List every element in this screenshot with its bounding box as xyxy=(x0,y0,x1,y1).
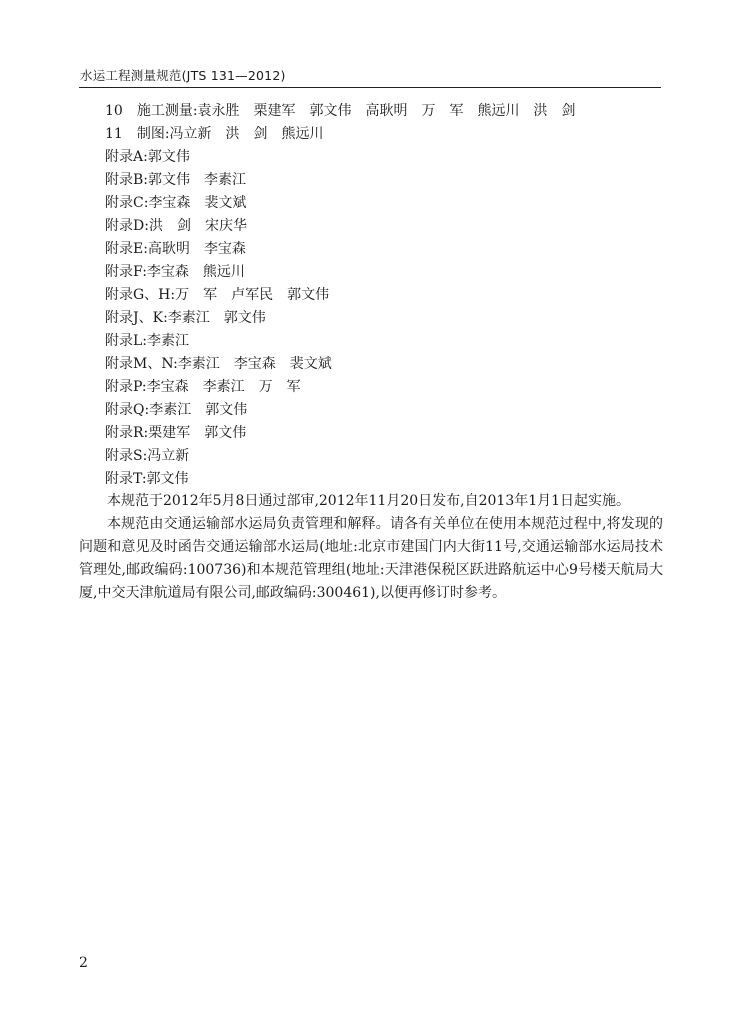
credit-line: 附录J、K:李素江 郭文伟 xyxy=(105,310,266,326)
credit-line: 附录R:栗建军 郭文伟 xyxy=(105,425,247,441)
credit-line: 附录S:冯立新 xyxy=(105,448,190,464)
body-paragraphs xyxy=(79,490,663,605)
credit-line: 附录T:郭文伟 xyxy=(105,471,189,487)
credits-list xyxy=(105,100,665,491)
credit-line: 附录A:郭文伟 xyxy=(105,149,190,165)
credit-line: 附录Q:李素江 郭文伟 xyxy=(105,402,248,418)
page-number: 2 xyxy=(79,955,88,971)
credit-line: 附录D:洪 剑 宋庆华 xyxy=(105,218,247,234)
management-paragraph: 本规范由交通运输部水运局负责管理和解释。请各有关单位在使用本规范过程中,将发现的问题和意见及时函告交通运输部水运局(地址:北京市建国门内大街11号,交通运输部水运局技术管理处,邮政编码:100736)和本规范管理组(地址:天津港保税区跃进路航运中心9号楼天航局大厦,中交天津航道局有限公司,邮政编码:300461),以便再修订时参考。 xyxy=(79,516,663,601)
running-title: 水运工程测量规范(JTS 131—2012) xyxy=(80,68,286,83)
credit-line: 附录G、H:万 军 卢军民 郭文伟 xyxy=(105,287,330,303)
credit-line: 附录E:高耿明 李宝森 xyxy=(105,241,246,257)
credit-line: 附录M、N:李素江 李宝森 裴文斌 xyxy=(105,356,332,372)
credit-line: 附录F:李宝森 熊远川 xyxy=(105,264,245,280)
credit-line: 附录L:李素江 xyxy=(105,333,190,349)
credit-line: 附录C:李宝森 裴文斌 xyxy=(105,195,247,211)
credit-line: 11 制图:冯立新 洪 剑 熊远川 xyxy=(105,126,324,142)
effective-date-paragraph: 本规范于2012年5月8日通过部审,2012年11月20日发布,自2013年1月1日起实施。 xyxy=(107,493,631,509)
credit-line: 10 施工测量:袁永胜 栗建军 郭文伟 高耿明 万 军 熊远川 洪 剑 xyxy=(105,103,576,119)
credit-line: 附录B:郭文伟 李素江 xyxy=(105,172,247,188)
header-divider xyxy=(79,87,661,88)
credit-line: 附录P:李宝森 李素江 万 军 xyxy=(105,379,301,395)
